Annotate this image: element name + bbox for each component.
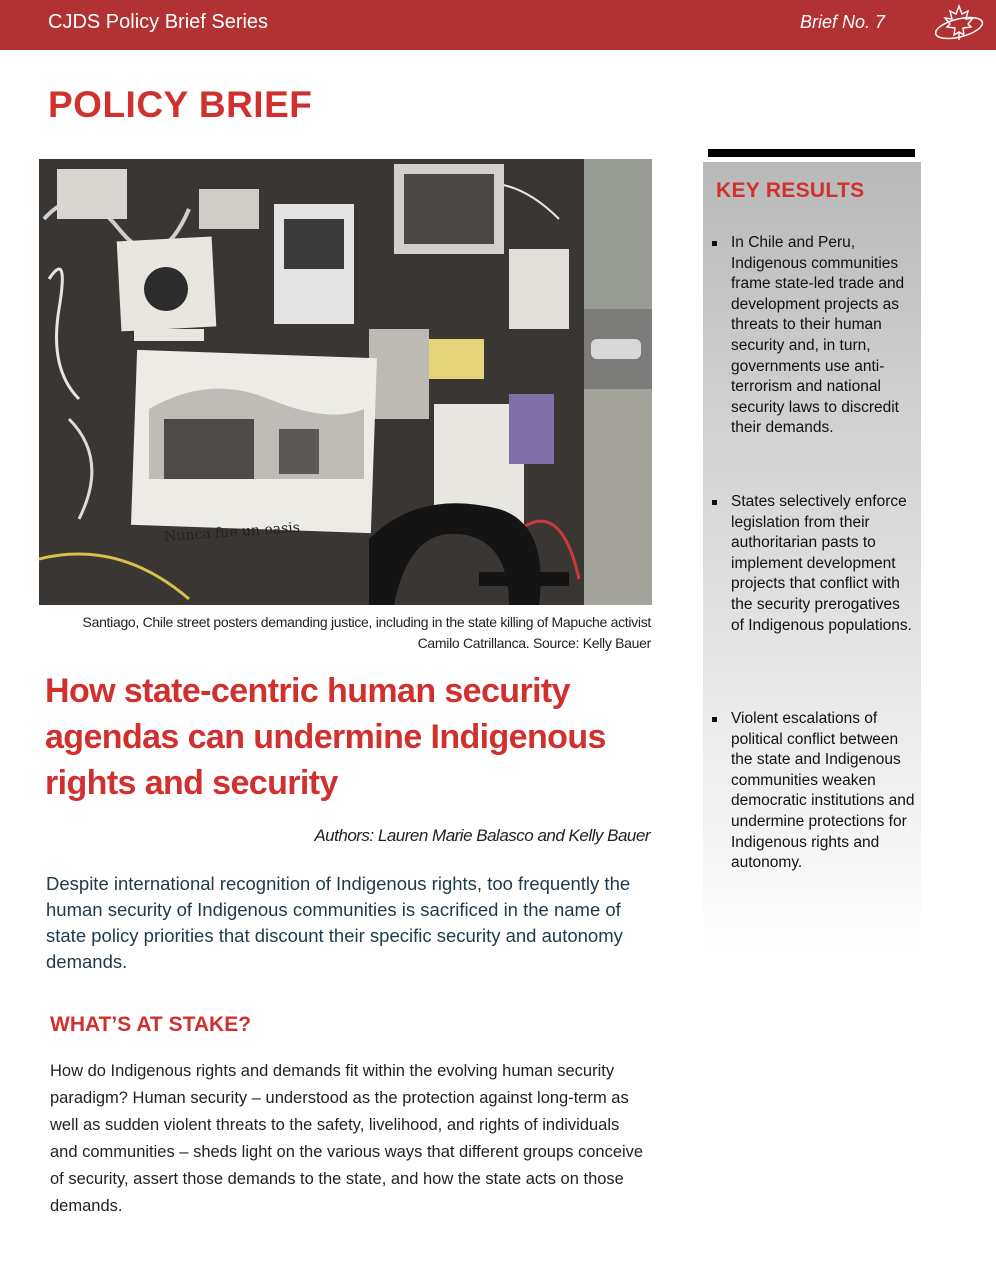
- bullet-icon: [712, 717, 717, 722]
- poster-caption-text: Nunca fue un oasis: [163, 519, 301, 546]
- photo-caption: [40, 612, 651, 654]
- page-label: POLICY BRIEF: [48, 84, 313, 125]
- bullet-icon: [712, 241, 717, 246]
- intro-paragraph: Despite international recognition of Indigenous rights, too frequently the human security of Indigenous communities is sacrificed in the name of state policy priorities that discount their specific security and autonomy demands.: [46, 873, 631, 972]
- caption-line-2: Camilo Catrillanca. Source: Kelly Bauer: [417, 635, 651, 651]
- stake-heading: WHAT’S AT STAKE?: [50, 1013, 252, 1036]
- authors-line: Authors: Lauren Marie Balasco and Kelly Bauer: [314, 826, 650, 845]
- bullet-icon: [712, 500, 717, 505]
- series-title: CJDS Policy Brief Series: [48, 11, 269, 33]
- main-title: How state-centric human security agendas can undermine Indigenous rights and security: [45, 672, 606, 802]
- key-results-rule: [708, 149, 915, 157]
- key-results-heading: KEY RESULTS: [716, 179, 865, 202]
- street-posters-photo: [39, 159, 652, 605]
- maple-leaf-logo-icon: [932, 2, 986, 46]
- key-result-text: States selectively enforce legislation from their authoritarian pasts to implement development projects that conflict with the security prerogatives of Indigenous populations.: [731, 493, 912, 634]
- stake-body: How do Indigenous rights and demands fit within the evolving human security paradigm? Human security – understood as the protection against long-term as well as sudden violent threats to the safety, livelihood, and rights of individuals and communities – sheds light on the various ways that different groups conceive of security, assert those demands to the state, and how the state acts on those demands.: [50, 1062, 644, 1215]
- brief-number: Brief No. 7: [800, 12, 886, 32]
- key-result-text: In Chile and Peru, Indigenous communities frame state-led trade and development projects as threats to their human security and, in turn, governments use anti-terrorism and national security laws to discredit their demands.: [731, 234, 905, 437]
- key-result-text: Violent escalations of political conflict between the state and Indigenous communities weaken democratic institutions and undermine protections for Indigenous rights and autonomy.: [731, 710, 915, 872]
- caption-line-1: Santiago, Chile street posters demanding justice, including in the state killing of Mapuche activist: [82, 614, 651, 630]
